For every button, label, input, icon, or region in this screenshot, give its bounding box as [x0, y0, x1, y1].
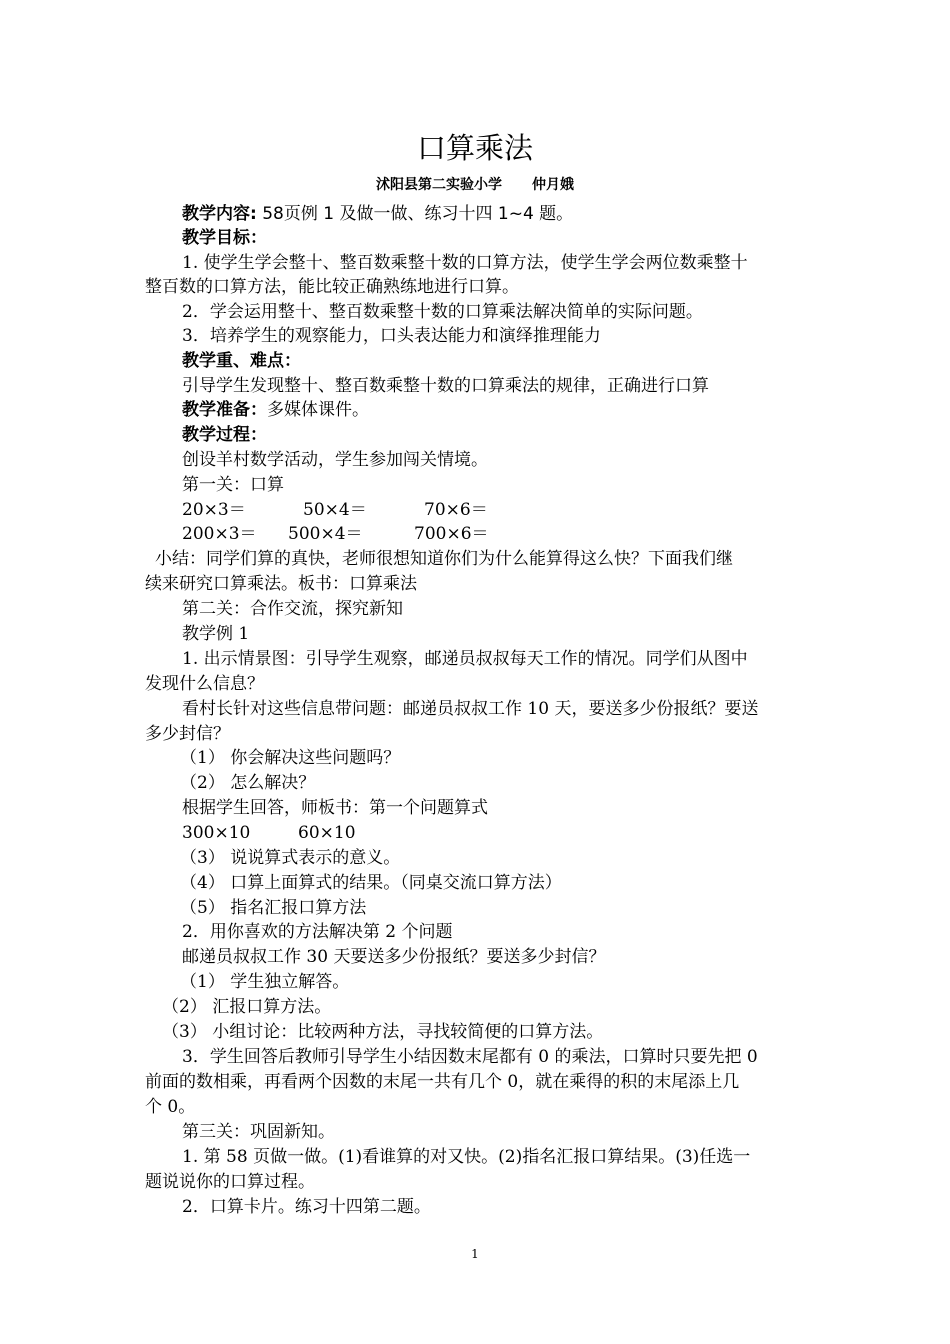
preparation-text: 多媒体课件。 — [267, 400, 369, 420]
objective-3: 3．培养学生的观察能力，口头表达能力和演绎推理能力 — [182, 326, 601, 346]
step-2-question: 邮递员叔叔工作 30 天要送多少份报纸？要送多少封信？ — [182, 947, 606, 967]
objective-2: 2．学会运用整十、整百数乘整十数的口算乘法解决简单的实际问题。 — [182, 302, 703, 322]
step-2-sub-3: （3） 小组讨论：比较两种方法，寻找较简便的口算方法。 — [162, 1022, 604, 1042]
page-title: 口算乘法 — [416, 131, 533, 165]
question-line-1: 看村长针对这些信息带问题：邮递员叔叔工作 10 天，要送多少份报纸？要送 — [182, 699, 759, 719]
teacher-name: 仲月娥 — [532, 177, 574, 193]
objectives-heading: 教学目标： — [182, 228, 267, 248]
process-heading: 教学过程： — [182, 425, 267, 445]
key-points-heading: 教学重、难点： — [182, 351, 301, 371]
exercise-2: 2．口算卡片。练习十四第二题。 — [182, 1197, 431, 1217]
board-text: 根据学生回答，师板书：第一个问题算式 — [182, 798, 488, 818]
step-2-sub-1: （1） 学生独立解答。 — [180, 972, 350, 992]
example-heading: 教学例 1 — [182, 624, 250, 644]
level-3-heading: 第三关：巩固新知。 — [182, 1122, 335, 1142]
school-name: 沭阳县第二实验小学 — [376, 177, 502, 193]
process-intro: 创设羊村数学活动，学生参加闯关情境。 — [182, 450, 488, 470]
content-line: 教学内容: 58页例 1 及做一做、练习十四 1~4 题。 — [182, 204, 574, 224]
calc-item: 20×3＝ — [182, 500, 246, 520]
formula-item: 300×10 — [182, 823, 251, 843]
calc-item: 200×3＝ — [182, 524, 257, 544]
formula-row — [182, 821, 847, 845]
step-3-line-2: 前面的数相乘，再看两个因数的末尾一共有几个 0，就在乘得的积的末尾添上几 — [145, 1072, 740, 1092]
formula-item: 60×10 — [298, 823, 356, 843]
calc-row-2 — [182, 522, 847, 546]
sub-question-4: （4） 口算上面算式的结果。（同桌交流口算方法） — [180, 873, 562, 893]
step-2: 2．用你喜欢的方法解决第 2 个问题 — [182, 922, 453, 942]
page-number: 1 — [471, 1247, 479, 1261]
calc-item: 500×4＝ — [288, 524, 363, 544]
preparation-line — [182, 398, 847, 422]
calc-item: 50×4＝ — [303, 500, 367, 520]
step-1-line-1: 1. 出示情景图：引导学生观察，邮递员叔叔每天工作的情况。同学们从图中 — [182, 649, 748, 669]
exercise-1-line-1: 1. 第 58 页做一做。(1)看谁算的对又快。(2)指名汇报口算结果。(3)任选一 — [182, 1147, 751, 1167]
calc-row-1 — [182, 498, 847, 522]
objective-1-line-1: 1. 使学生学会整十、整百数乘整十数的口算方法，使学生学会两位数乘整十 — [182, 253, 748, 273]
sub-question-2: （2） 怎么解决？ — [180, 773, 316, 793]
content-label: 教学内容: — [182, 204, 257, 224]
preparation-label: 教学准备： — [182, 400, 267, 420]
calc-item: 70×6＝ — [424, 500, 488, 520]
level-2-heading: 第二关：合作交流，探究新知 — [182, 599, 403, 619]
step-3-line-1: 3．学生回答后教师引导学生小结因数末尾都有 0 的乘法，口算时只要先把 0 — [182, 1047, 758, 1067]
summary-line-1: 小结：同学们算的真快，老师很想知道你们为什么能算得这么快？下面我们继 — [155, 549, 733, 569]
step-2-sub-2: （2） 汇报口算方法。 — [162, 997, 332, 1017]
step-1-line-2: 发现什么信息？ — [145, 674, 264, 694]
level-1-heading: 第一关：口算 — [182, 475, 284, 495]
sub-question-3: （3） 说说算式表示的意义。 — [180, 848, 401, 868]
sub-question-1: （1） 你会解决这些问题吗？ — [180, 748, 401, 768]
sub-question-5: （5） 指名汇报口算方法 — [180, 898, 367, 918]
author-line — [0, 174, 950, 196]
calc-item: 700×6＝ — [414, 524, 489, 544]
summary-line-2: 续来研究口算乘法。板书：口算乘法 — [145, 574, 417, 594]
exercise-1-line-2: 题说说你的口算过程。 — [145, 1172, 315, 1192]
step-3-line-3: 个 0。 — [145, 1097, 196, 1117]
objective-1-line-2: 整百数的口算方法，能比较正确熟练地进行口算。 — [145, 277, 519, 297]
question-line-2: 多少封信？ — [145, 724, 230, 744]
key-points-text: 引导学生发现整十、整百数乘整十数的口算乘法的规律，正确进行口算 — [182, 376, 709, 396]
